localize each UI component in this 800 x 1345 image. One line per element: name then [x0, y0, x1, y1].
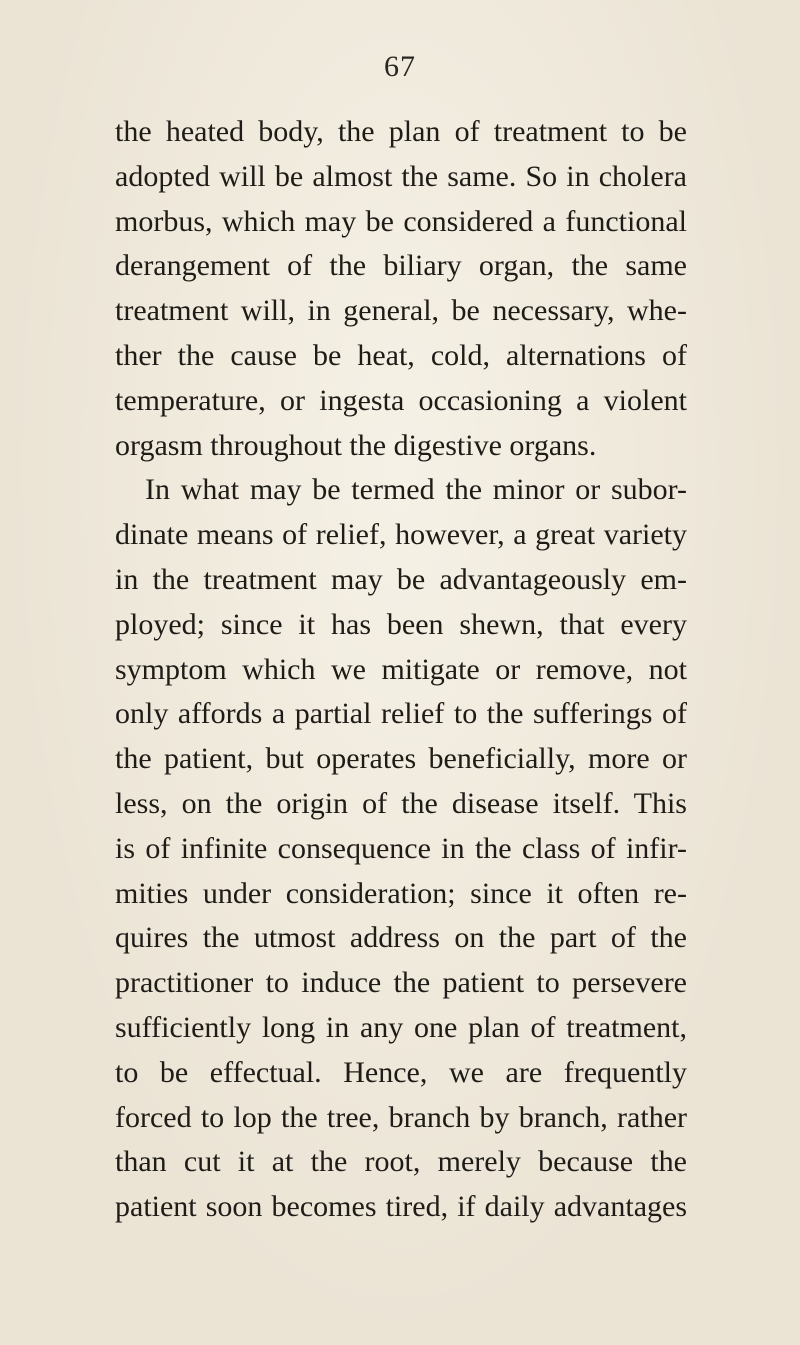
text-line: is of infinite consequence in the class of infir- [115, 831, 687, 865]
paragraph-start-line: In what may be termed the minor or subor- [145, 473, 687, 507]
text-line: than cut it at the root, merely because the [115, 1145, 687, 1179]
text-line: less, on the origin of the disease itself. This [115, 786, 687, 820]
text-line: morbus, which may be considered a functional [115, 204, 687, 238]
text-line: mities under consideration; since it often re- [115, 876, 687, 910]
text-line: to be effectual. Hence, we are frequently [115, 1055, 687, 1089]
text-line: sufficiently long in any one plan of treatment, [115, 1010, 687, 1044]
text-line: orgasm throughout the digestive organs. [115, 428, 597, 462]
text-line: ployed; since it has been shewn, that every [115, 607, 687, 641]
text-line: the patient, but operates beneficially, more or [115, 742, 687, 776]
text-line: forced to lop the tree, branch by branch, rather [115, 1100, 687, 1134]
text-line: patient soon becomes tired, if daily advantages [115, 1190, 687, 1224]
text-line: adopted will be almost the same. So in cholera [115, 159, 687, 193]
text-line: ther the cause be heat, cold, alternations of [115, 338, 687, 372]
text-line: quires the utmost address on the part of the [115, 921, 687, 955]
body-text [115, 110, 687, 1230]
text-line: only affords a partial relief to the sufferings of [115, 697, 687, 731]
text-line: temperature, or ingesta occasioning a violent [115, 383, 687, 417]
text-line: the heated body, the plan of treatment to be [115, 115, 687, 148]
page-number: 67 [384, 50, 416, 83]
text-line: practitioner to induce the patient to persevere [115, 966, 687, 1000]
text-line: in the treatment may be advantageously em- [115, 562, 687, 596]
text-line: dinate means of relief, however, a great variety [115, 518, 687, 552]
text-line: derangement of the biliary organ, the same [115, 249, 687, 283]
text-line: symptom which we mitigate or remove, not [115, 652, 687, 686]
text-line: treatment will, in general, be necessary, whe- [115, 294, 687, 328]
